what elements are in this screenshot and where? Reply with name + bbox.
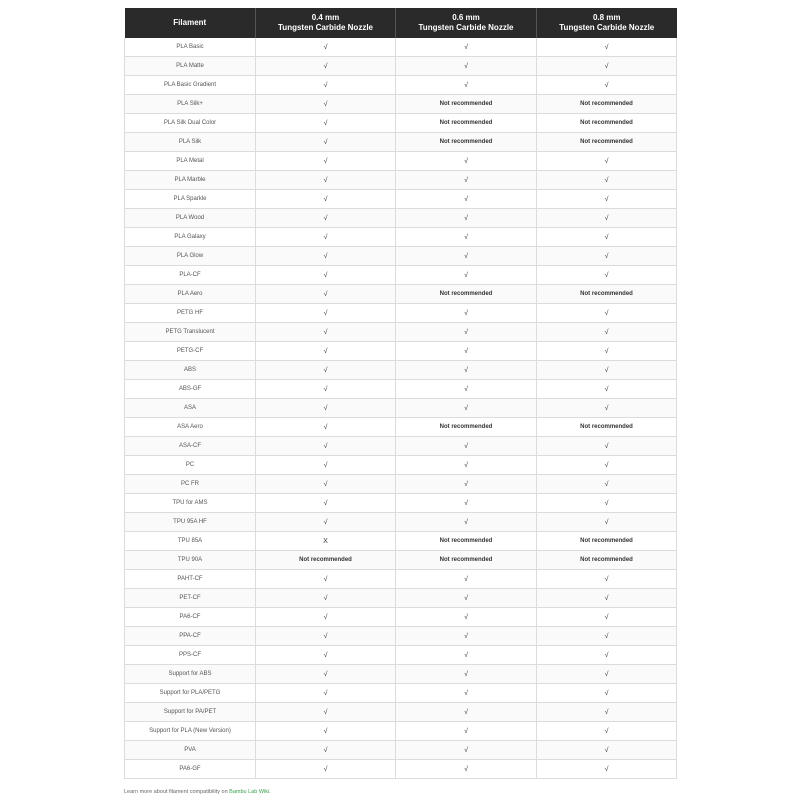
nozzle-0-4-cell: √ xyxy=(256,741,396,760)
table-row xyxy=(125,456,677,475)
table-row xyxy=(125,209,677,228)
nozzle-0-6-cell: √ xyxy=(396,266,537,285)
filament-name-cell: PETG Translucent xyxy=(125,323,256,342)
nozzle-0-8-cell: √ xyxy=(537,646,677,665)
nozzle-0-8-cell: √ xyxy=(537,437,677,456)
nozzle-0-8-cell: √ xyxy=(537,399,677,418)
table-row xyxy=(125,513,677,532)
table-row xyxy=(125,57,677,76)
table-row xyxy=(125,532,677,551)
nozzle-0-8-cell: √ xyxy=(537,57,677,76)
table-row xyxy=(125,38,677,57)
table-row xyxy=(125,171,677,190)
header-nozzle-0-4: 0.4 mm Tungsten Carbide Nozzle xyxy=(256,8,396,38)
table-row xyxy=(125,342,677,361)
nozzle-0-6-cell: √ xyxy=(396,684,537,703)
nozzle-0-8-cell: √ xyxy=(537,76,677,95)
nozzle-0-4-cell: √ xyxy=(256,665,396,684)
header-filament: Filament xyxy=(125,8,256,38)
filament-name-cell: PLA Sparkle xyxy=(125,190,256,209)
nozzle-0-8-cell: √ xyxy=(537,342,677,361)
filament-name-cell: PETG HF xyxy=(125,304,256,323)
table-row xyxy=(125,114,677,133)
nozzle-0-8-cell: Not recommended xyxy=(537,285,677,304)
nozzle-0-8-cell: √ xyxy=(537,608,677,627)
nozzle-0-4-cell: √ xyxy=(256,57,396,76)
filament-name-cell: PLA Silk xyxy=(125,133,256,152)
nozzle-0-6-cell: √ xyxy=(396,171,537,190)
nozzle-0-8-cell: √ xyxy=(537,152,677,171)
filament-name-cell: Support for PLA/PETG xyxy=(125,684,256,703)
filament-name-cell: Support for PA/PET xyxy=(125,703,256,722)
table-row xyxy=(125,399,677,418)
filament-name-cell: PLA Galaxy xyxy=(125,228,256,247)
table-row xyxy=(125,665,677,684)
nozzle-0-8-cell: Not recommended xyxy=(537,551,677,570)
nozzle-0-6-cell: √ xyxy=(396,456,537,475)
filament-name-cell: PLA Aero xyxy=(125,285,256,304)
nozzle-0-6-cell: √ xyxy=(396,722,537,741)
nozzle-0-6-cell: √ xyxy=(396,437,537,456)
compatibility-table-container xyxy=(124,8,676,779)
nozzle-0-4-cell: X xyxy=(256,532,396,551)
nozzle-0-8-cell: √ xyxy=(537,722,677,741)
nozzle-0-4-cell: √ xyxy=(256,760,396,779)
nozzle-0-4-cell: √ xyxy=(256,456,396,475)
table-row xyxy=(125,247,677,266)
nozzle-0-6-cell: √ xyxy=(396,627,537,646)
nozzle-0-8-cell: √ xyxy=(537,380,677,399)
nozzle-0-6-cell: Not recommended xyxy=(396,532,537,551)
nozzle-0-4-cell: √ xyxy=(256,513,396,532)
filament-name-cell: PVA xyxy=(125,741,256,760)
filament-name-cell: PLA Matte xyxy=(125,57,256,76)
table-row xyxy=(125,228,677,247)
filament-name-cell: ASA-CF xyxy=(125,437,256,456)
nozzle-0-4-cell: √ xyxy=(256,304,396,323)
table-row xyxy=(125,266,677,285)
nozzle-0-8-cell: √ xyxy=(537,247,677,266)
table-row xyxy=(125,285,677,304)
table-row xyxy=(125,380,677,399)
nozzle-0-6-cell: √ xyxy=(396,665,537,684)
nozzle-0-6-cell: √ xyxy=(396,380,537,399)
table-row xyxy=(125,304,677,323)
table-row xyxy=(125,551,677,570)
filament-name-cell: PLA Glow xyxy=(125,247,256,266)
nozzle-0-4-cell: √ xyxy=(256,608,396,627)
filament-name-cell: PAHT-CF xyxy=(125,570,256,589)
nozzle-0-8-cell: √ xyxy=(537,171,677,190)
nozzle-0-6-cell: √ xyxy=(396,342,537,361)
table-row xyxy=(125,361,677,380)
wiki-link[interactable]: Bambu Lab Wiki xyxy=(229,789,270,795)
filament-name-cell: PLA Basic xyxy=(125,38,256,57)
filament-name-cell: PLA Silk+ xyxy=(125,95,256,114)
nozzle-0-8-cell: √ xyxy=(537,190,677,209)
nozzle-0-8-cell: √ xyxy=(537,456,677,475)
filament-name-cell: PC FR xyxy=(125,475,256,494)
nozzle-0-8-cell: √ xyxy=(537,304,677,323)
nozzle-0-4-cell: √ xyxy=(256,380,396,399)
table-row xyxy=(125,76,677,95)
nozzle-0-8-cell: Not recommended xyxy=(537,95,677,114)
nozzle-0-8-cell: √ xyxy=(537,228,677,247)
nozzle-0-4-cell: √ xyxy=(256,171,396,190)
nozzle-0-4-cell: √ xyxy=(256,323,396,342)
nozzle-0-8-cell: √ xyxy=(537,209,677,228)
filament-name-cell: PETG-CF xyxy=(125,342,256,361)
filament-name-cell: ABS xyxy=(125,361,256,380)
table-row xyxy=(125,190,677,209)
nozzle-0-4-cell: √ xyxy=(256,152,396,171)
filament-name-cell: PET-CF xyxy=(125,589,256,608)
nozzle-0-4-cell: √ xyxy=(256,114,396,133)
nozzle-0-6-cell: √ xyxy=(396,152,537,171)
nozzle-0-4-cell: √ xyxy=(256,627,396,646)
nozzle-0-4-cell: √ xyxy=(256,646,396,665)
filament-name-cell: TPU 95A HF xyxy=(125,513,256,532)
nozzle-0-8-cell: Not recommended xyxy=(537,133,677,152)
nozzle-0-6-cell: √ xyxy=(396,38,537,57)
nozzle-0-4-cell: √ xyxy=(256,475,396,494)
nozzle-0-4-cell: √ xyxy=(256,684,396,703)
table-row xyxy=(125,627,677,646)
nozzle-0-4-cell: √ xyxy=(256,570,396,589)
nozzle-0-8-cell: √ xyxy=(537,627,677,646)
nozzle-0-4-cell: √ xyxy=(256,494,396,513)
table-row xyxy=(125,437,677,456)
table-body xyxy=(125,38,677,779)
nozzle-0-4-cell: √ xyxy=(256,266,396,285)
nozzle-0-8-cell: √ xyxy=(537,266,677,285)
filament-name-cell: PLA Wood xyxy=(125,209,256,228)
table-header-row xyxy=(125,8,677,38)
nozzle-0-4-cell: √ xyxy=(256,342,396,361)
table-row xyxy=(125,741,677,760)
table-row xyxy=(125,608,677,627)
nozzle-0-6-cell: √ xyxy=(396,228,537,247)
nozzle-0-6-cell: √ xyxy=(396,646,537,665)
table-row xyxy=(125,646,677,665)
table-row xyxy=(125,494,677,513)
filament-name-cell: PA6-CF xyxy=(125,608,256,627)
nozzle-0-6-cell: Not recommended xyxy=(396,114,537,133)
filament-name-cell: ABS-GF xyxy=(125,380,256,399)
nozzle-0-6-cell: √ xyxy=(396,190,537,209)
nozzle-0-6-cell: Not recommended xyxy=(396,95,537,114)
filament-name-cell: PLA Basic Gradient xyxy=(125,76,256,95)
table-row xyxy=(125,152,677,171)
nozzle-0-4-cell: √ xyxy=(256,361,396,380)
nozzle-0-6-cell: √ xyxy=(396,399,537,418)
nozzle-0-4-cell: √ xyxy=(256,95,396,114)
nozzle-0-6-cell: √ xyxy=(396,247,537,266)
nozzle-0-4-cell: √ xyxy=(256,722,396,741)
filament-name-cell: PLA Silk Dual Color xyxy=(125,114,256,133)
nozzle-0-6-cell: √ xyxy=(396,209,537,228)
filament-name-cell: Support for PLA (New Version) xyxy=(125,722,256,741)
filament-name-cell: PLA Metal xyxy=(125,152,256,171)
nozzle-0-8-cell: Not recommended xyxy=(537,532,677,551)
table-row xyxy=(125,570,677,589)
nozzle-0-8-cell: Not recommended xyxy=(537,418,677,437)
table-row xyxy=(125,589,677,608)
nozzle-0-8-cell: √ xyxy=(537,570,677,589)
table-row xyxy=(125,722,677,741)
filament-name-cell: PPA-CF xyxy=(125,627,256,646)
footer-text: Learn more about filament compatibility on xyxy=(124,789,230,795)
filament-name-cell: TPU 90A xyxy=(125,551,256,570)
nozzle-0-8-cell: √ xyxy=(537,665,677,684)
nozzle-0-6-cell: √ xyxy=(396,475,537,494)
filament-compatibility-table xyxy=(124,8,677,779)
nozzle-0-4-cell: √ xyxy=(256,399,396,418)
nozzle-0-8-cell: √ xyxy=(537,475,677,494)
nozzle-0-8-cell: √ xyxy=(537,741,677,760)
nozzle-0-8-cell: √ xyxy=(537,589,677,608)
filament-name-cell: PLA-CF xyxy=(125,266,256,285)
nozzle-0-4-cell: √ xyxy=(256,247,396,266)
filament-name-cell: TPU 85A xyxy=(125,532,256,551)
filament-name-cell: ASA xyxy=(125,399,256,418)
nozzle-0-4-cell: √ xyxy=(256,285,396,304)
nozzle-0-6-cell: √ xyxy=(396,494,537,513)
nozzle-0-8-cell: √ xyxy=(537,684,677,703)
table-row xyxy=(125,418,677,437)
nozzle-0-8-cell: √ xyxy=(537,703,677,722)
nozzle-0-6-cell: √ xyxy=(396,570,537,589)
header-nozzle-0-8: 0.8 mm Tungsten Carbide Nozzle xyxy=(537,8,677,38)
nozzle-0-8-cell: Not recommended xyxy=(537,114,677,133)
nozzle-0-4-cell: √ xyxy=(256,133,396,152)
nozzle-0-6-cell: Not recommended xyxy=(396,133,537,152)
nozzle-0-4-cell: √ xyxy=(256,703,396,722)
nozzle-0-4-cell: √ xyxy=(256,190,396,209)
table-row xyxy=(125,95,677,114)
table-row xyxy=(125,703,677,722)
nozzle-0-6-cell: √ xyxy=(396,513,537,532)
table-row xyxy=(125,684,677,703)
table-row xyxy=(125,475,677,494)
nozzle-0-6-cell: √ xyxy=(396,741,537,760)
nozzle-0-6-cell: √ xyxy=(396,589,537,608)
footer-after: . xyxy=(269,789,271,795)
nozzle-0-6-cell: √ xyxy=(396,76,537,95)
filament-name-cell: PLA Marble xyxy=(125,171,256,190)
nozzle-0-6-cell: √ xyxy=(396,304,537,323)
nozzle-0-6-cell: √ xyxy=(396,703,537,722)
filament-name-cell: PC xyxy=(125,456,256,475)
table-row xyxy=(125,760,677,779)
nozzle-0-4-cell: √ xyxy=(256,76,396,95)
filament-name-cell: PA6-GF xyxy=(125,760,256,779)
header-nozzle-0-6: 0.6 mm Tungsten Carbide Nozzle xyxy=(396,8,537,38)
nozzle-0-4-cell: √ xyxy=(256,38,396,57)
nozzle-0-8-cell: √ xyxy=(537,494,677,513)
filament-name-cell: PPS-CF xyxy=(125,646,256,665)
table-row xyxy=(125,323,677,342)
nozzle-0-6-cell: Not recommended xyxy=(396,551,537,570)
nozzle-0-6-cell: √ xyxy=(396,323,537,342)
filament-name-cell: TPU for AMS xyxy=(125,494,256,513)
nozzle-0-6-cell: √ xyxy=(396,760,537,779)
nozzle-0-4-cell: √ xyxy=(256,418,396,437)
nozzle-0-8-cell: √ xyxy=(537,323,677,342)
nozzle-0-6-cell: Not recommended xyxy=(396,418,537,437)
nozzle-0-6-cell: √ xyxy=(396,361,537,380)
nozzle-0-4-cell: √ xyxy=(256,437,396,456)
nozzle-0-4-cell: √ xyxy=(256,228,396,247)
nozzle-0-4-cell: √ xyxy=(256,209,396,228)
nozzle-0-8-cell: √ xyxy=(537,760,677,779)
nozzle-0-6-cell: √ xyxy=(396,608,537,627)
nozzle-0-6-cell: Not recommended xyxy=(396,285,537,304)
nozzle-0-4-cell: √ xyxy=(256,589,396,608)
nozzle-0-8-cell: √ xyxy=(537,361,677,380)
nozzle-0-6-cell: √ xyxy=(396,57,537,76)
nozzle-0-8-cell: √ xyxy=(537,38,677,57)
filament-name-cell: ASA Aero xyxy=(125,418,256,437)
nozzle-0-4-cell: Not recommended xyxy=(256,551,396,570)
footer-note xyxy=(124,789,271,795)
nozzle-0-8-cell: √ xyxy=(537,513,677,532)
table-row xyxy=(125,133,677,152)
filament-name-cell: Support for ABS xyxy=(125,665,256,684)
